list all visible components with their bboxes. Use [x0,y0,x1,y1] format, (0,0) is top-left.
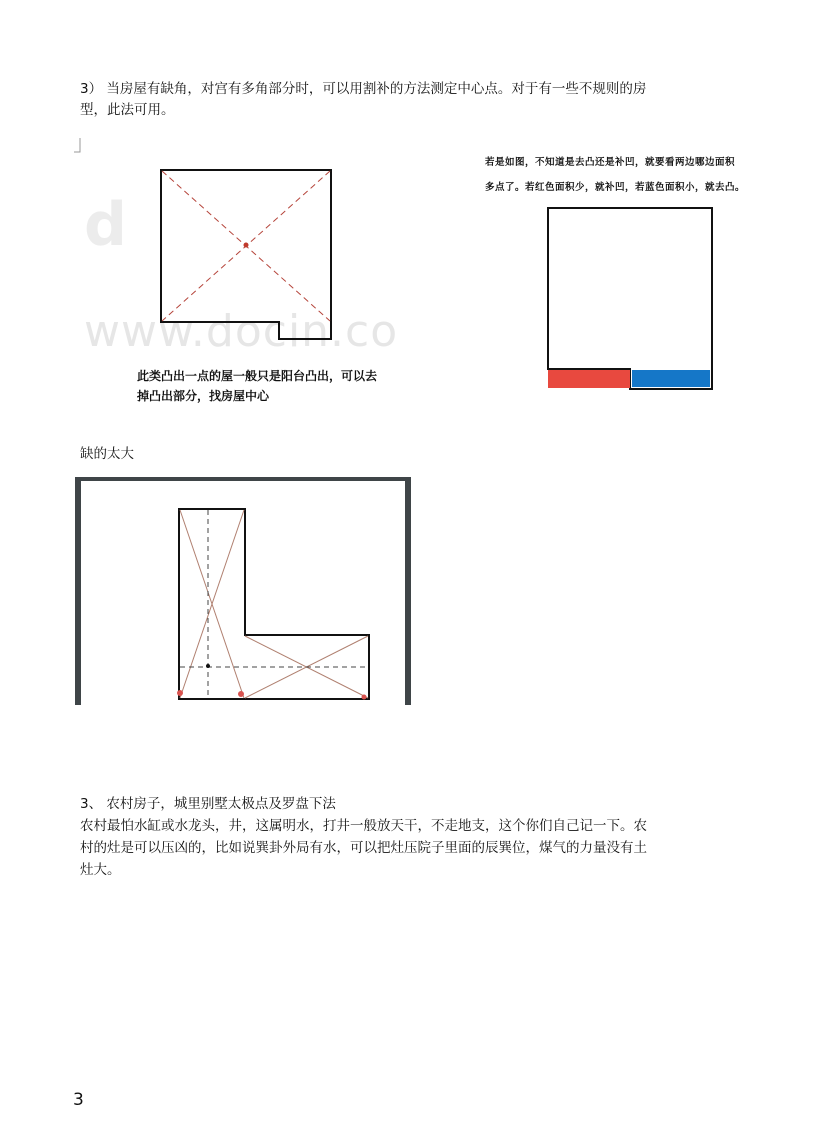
intro-line-2: 型，此法可用。 [80,102,175,118]
figure2-note-line-2: 多点了。若红色面积少，就补凹，若蓝色面积小，就去凸。 [485,182,746,193]
figure1-caption-line-2: 掉凸出部分，找房屋中心 [137,389,270,403]
watermark-letter: d [84,190,127,260]
figure1-caption-line-1: 此类凸出一点的屋一般只是阳台凸出，可以去 [137,369,378,383]
watermark-url: www.docin.co [84,306,399,357]
figure3-house [75,477,411,705]
figure3-label: 缺的太大 [80,446,134,462]
red-area [548,370,630,388]
corner-mark [74,138,80,152]
center-point-l [206,664,210,668]
figure2-house [548,208,712,389]
page-number: 3 [73,1090,84,1110]
rural-heading: 3、 农村房子，城里别墅太极点及罗盘下法 [80,796,336,812]
figure1-house [161,170,331,339]
rural-line-3: 灶大。 [80,862,121,878]
figure2-note-line-1: 若是如图，不知道是去凸还是补凹，就要看两边哪边面积 [485,157,736,168]
intro-line-1: 3） 当房屋有缺角，对宫有多角部分时，可以用割补的方法测定中心点。对于有一些不规则的房 [80,81,647,97]
center-point [244,243,249,248]
rural-line-2: 村的灶是可以压凶的，比如说巽卦外局有水，可以把灶压院子里面的辰巽位，煤气的力量没有土 [80,840,647,856]
blue-area [632,370,710,387]
rural-line-1: 农村最怕水缸或水龙头，井，这属明水，打井一般放天干，不走地支，这个你们自己记一下。农 [80,818,647,834]
